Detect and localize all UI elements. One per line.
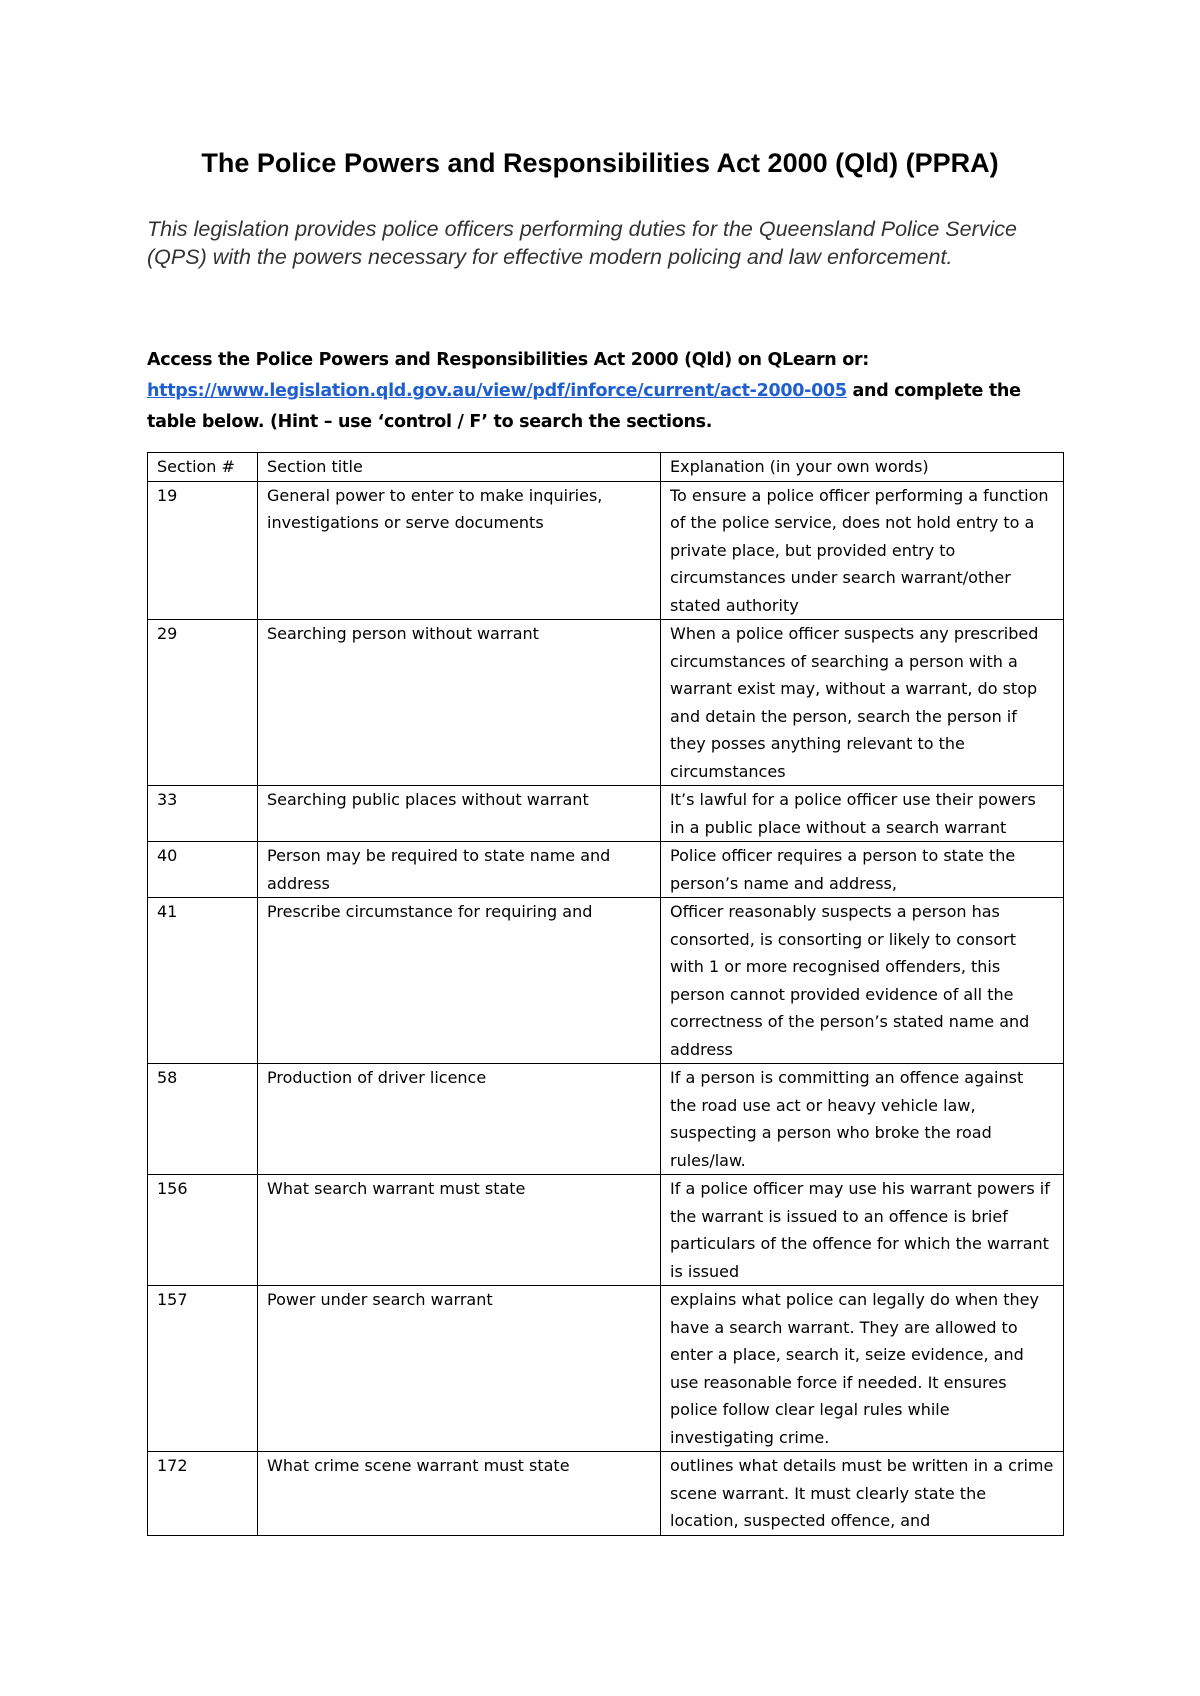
table-row — [148, 1175, 1064, 1286]
cell-section-title: What crime scene warrant must state — [258, 1452, 661, 1536]
cell-section-number: 172 — [148, 1452, 258, 1536]
cell-explanation: To ensure a police officer performing a function of the police service, does not hold entry to a private place, but provided entry to circumstances under search warrant/other stated authority — [661, 481, 1064, 620]
document-title: The Police Powers and Responsibilities Act 2000 (Qld) (PPRA) — [201, 148, 999, 178]
access-instructions — [147, 345, 1067, 438]
cell-section-number: 58 — [148, 1064, 258, 1175]
cell-section-title: Searching public places without warrant — [258, 786, 661, 842]
cell-section-number: 41 — [148, 898, 258, 1064]
table-row — [148, 842, 1064, 898]
table-row — [148, 898, 1064, 1064]
table-row — [148, 1286, 1064, 1452]
cell-explanation: When a police officer suspects any prescribed circumstances of searching a person with a warrant exist may, without a warrant, do stop and detain the person, search the person if they posses anything relevant to the circumstances — [661, 620, 1064, 786]
intro-paragraph: This legislation provides police officers performing duties for the Queensland Police Service (QPS) with the powers necessary for effective modern policing and law enforcement. — [147, 217, 1017, 269]
cell-explanation: It’s lawful for a police officer use their powers in a public place without a search warrant — [661, 786, 1064, 842]
cell-explanation: Police officer requires a person to state the person’s name and address, — [661, 842, 1064, 898]
cell-section-title: Person may be required to state name and address — [258, 842, 661, 898]
cell-explanation: explains what police can legally do when they have a search warrant. They are allowed to enter a place, search it, seize evidence, and use reasonable force if needed. It ensures police follow clear legal rules while investigating crime. — [661, 1286, 1064, 1452]
table-row — [148, 1064, 1064, 1175]
table-row — [148, 620, 1064, 786]
table-header-row — [148, 453, 1064, 482]
table-row — [148, 1452, 1064, 1536]
cell-section-number: 40 — [148, 842, 258, 898]
cell-section-number: 33 — [148, 786, 258, 842]
table-row — [148, 481, 1064, 620]
cell-section-number: 157 — [148, 1286, 258, 1452]
header-section-number: Section # — [148, 453, 258, 482]
cell-section-title: Production of driver licence — [258, 1064, 661, 1175]
cell-section-title: Prescribe circumstance for requiring and — [258, 898, 661, 1064]
header-explanation: Explanation (in your own words) — [661, 453, 1064, 482]
cell-explanation: Officer reasonably suspects a person has consorted, is consorting or likely to consort with 1 or more recognised offenders, this person cannot provided evidence of all the correctness of the person’s stated name and address — [661, 898, 1064, 1064]
legislation-link[interactable]: https://www.legislation.qld.gov.au/view/pdf/inforce/current/act-2000-005 — [147, 381, 847, 401]
access-prefix: Access the Police Powers and Responsibilities Act 2000 (Qld) on QLearn or: — [147, 350, 869, 370]
cell-section-number: 29 — [148, 620, 258, 786]
cell-explanation: If a person is committing an offence against the road use act or heavy vehicle law, suspecting a person who broke the road rules/law. — [661, 1064, 1064, 1175]
cell-explanation: If a police officer may use his warrant powers if the warrant is issued to an offence is brief particulars of the offence for which the warrant is issued — [661, 1175, 1064, 1286]
sections-table — [147, 452, 1064, 1536]
cell-section-title: What search warrant must state — [258, 1175, 661, 1286]
table-row — [148, 786, 1064, 842]
cell-section-number: 156 — [148, 1175, 258, 1286]
cell-section-title: General power to enter to make inquiries, investigations or serve documents — [258, 481, 661, 620]
cell-section-title: Power under search warrant — [258, 1286, 661, 1452]
header-section-title: Section title — [258, 453, 661, 482]
cell-explanation: outlines what details must be written in a crime scene warrant. It must clearly state the location, suspected offence, and — [661, 1452, 1064, 1536]
cell-section-number: 19 — [148, 481, 258, 620]
access-suffix: and complete the table below. (Hint – use ‘control / F’ to search the sections. — [147, 381, 1021, 432]
cell-section-title: Searching person without warrant — [258, 620, 661, 786]
